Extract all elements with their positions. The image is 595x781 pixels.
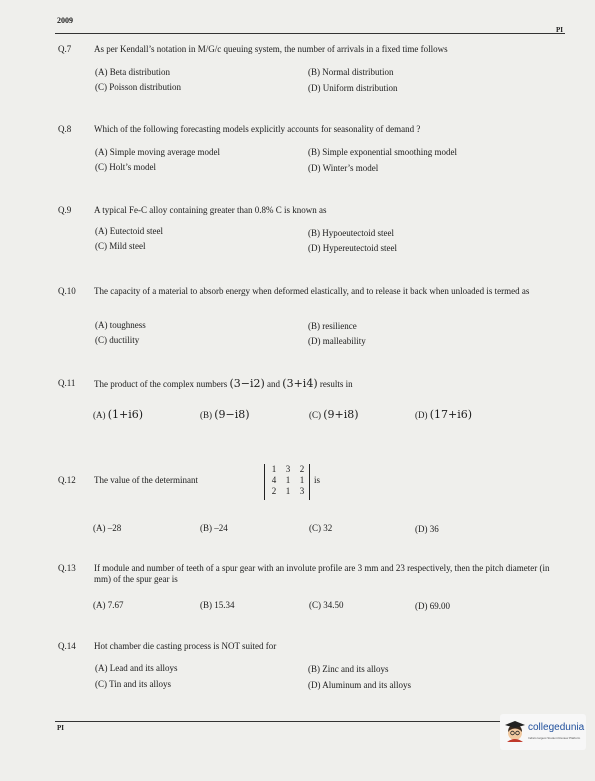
question-text: The capacity of a material to absorb energy when deformed elastically, and to release it back when unloaded is termed as bbox=[94, 286, 530, 296]
question-number: Q.14 bbox=[58, 641, 76, 651]
header-year: 2009 bbox=[57, 16, 73, 25]
option-a[interactable]: (A) Lead and its alloys bbox=[95, 663, 178, 673]
question-number: Q.10 bbox=[58, 286, 76, 296]
option-c[interactable]: (C) 32 bbox=[309, 523, 333, 533]
option-a[interactable]: (A) toughness bbox=[95, 320, 146, 330]
option-b[interactable]: (B) resilience bbox=[308, 321, 357, 331]
option-b[interactable]: (B) 15.34 bbox=[200, 600, 235, 610]
collegedunia-logo bbox=[500, 714, 586, 750]
option-d[interactable]: (D) Aluminum and its alloys bbox=[308, 680, 411, 690]
option-c[interactable]: (C) Tin and its alloys bbox=[95, 679, 172, 689]
footer-rule bbox=[55, 721, 565, 722]
option-a[interactable]: (A) Eutectoid steel bbox=[95, 226, 163, 236]
option-c[interactable]: (C) (9+i8) bbox=[309, 408, 359, 421]
question-text: If module and number of teeth of a spur gear with an involute profile are 3 mm and 23 respectively, then the pitch diameter (in mm) of the spur gear is bbox=[94, 563, 550, 584]
option-b[interactable]: (B) Normal distribution bbox=[308, 67, 394, 77]
header-rule bbox=[55, 33, 565, 34]
option-b[interactable]: (B) Hypoeutectoid steel bbox=[308, 228, 394, 238]
option-a[interactable]: (A) –28 bbox=[93, 523, 122, 533]
complex-number-2: (3+i4) bbox=[282, 377, 318, 390]
question-number: Q.12 bbox=[58, 475, 76, 485]
option-d[interactable]: (D) 69.00 bbox=[415, 601, 450, 611]
question-text bbox=[94, 378, 559, 390]
question-number: Q.13 bbox=[58, 563, 76, 573]
question-text-end: results in bbox=[319, 379, 353, 389]
option-a[interactable]: (A) Beta distribution bbox=[95, 67, 170, 77]
option-d[interactable]: (D) 36 bbox=[415, 524, 439, 534]
option-c[interactable]: (C) Mild steel bbox=[95, 241, 146, 251]
logo-name: collegedunia bbox=[528, 722, 585, 733]
option-d[interactable]: (D) Uniform distribution bbox=[308, 83, 398, 93]
option-b[interactable]: (B) (9−i8) bbox=[200, 408, 250, 421]
question-text: Which of the following forecasting models explicitly accounts for seasonality of demand ? bbox=[94, 124, 421, 134]
option-c[interactable]: (C) Holt’s model bbox=[95, 162, 156, 172]
option-d[interactable]: (D) Hypereutectoid steel bbox=[308, 243, 397, 253]
question-text bbox=[94, 464, 559, 496]
question-text: As per Kendall’s notation in M/G/c queuing system, the number of arrivals in a fixed time follows bbox=[94, 44, 448, 54]
option-d[interactable]: (D) malleability bbox=[308, 336, 366, 346]
question-text-start: The value of the determinant bbox=[94, 475, 198, 485]
option-c[interactable]: (C) 34.50 bbox=[309, 600, 344, 610]
question-text-and: and bbox=[267, 379, 281, 389]
question-text: A typical Fe-C alloy containing greater than 0.8% C is known as bbox=[94, 205, 327, 215]
footer-paper-code: PI bbox=[57, 724, 64, 732]
complex-number-1: (3−i2) bbox=[229, 377, 265, 390]
option-a[interactable]: (A) (1+i6) bbox=[93, 408, 144, 421]
question-number: Q.11 bbox=[58, 378, 76, 388]
option-d[interactable]: (D) (17+i6) bbox=[415, 408, 473, 421]
option-d[interactable]: (D) Winter’s model bbox=[308, 163, 379, 173]
option-b[interactable]: (B) Simple exponential smoothing model bbox=[308, 147, 457, 157]
option-b[interactable]: (B) –24 bbox=[200, 523, 228, 533]
question-text-start: The product of the complex numbers bbox=[94, 379, 228, 389]
question-text-end: is bbox=[314, 475, 321, 485]
question-number: Q.7 bbox=[58, 44, 72, 54]
option-b[interactable]: (B) Zinc and its alloys bbox=[308, 664, 389, 674]
option-a[interactable]: (A) Simple moving average model bbox=[95, 147, 220, 157]
option-c[interactable]: (C) Poisson distribution bbox=[95, 82, 182, 92]
determinant: 1 3 2 4 1 1 2 1 3 bbox=[264, 464, 310, 500]
question-text: Hot chamber die casting process is NOT suited for bbox=[94, 641, 277, 651]
question-number: Q.8 bbox=[58, 124, 72, 134]
graduate-avatar-icon bbox=[504, 720, 526, 742]
header-paper-code: PI bbox=[556, 26, 563, 34]
logo-tagline: India's largest Student Review Platform bbox=[528, 736, 581, 740]
option-a[interactable]: (A) 7.67 bbox=[93, 600, 124, 610]
option-c[interactable]: (C) ductility bbox=[95, 335, 140, 345]
question-number: Q.9 bbox=[58, 205, 72, 215]
